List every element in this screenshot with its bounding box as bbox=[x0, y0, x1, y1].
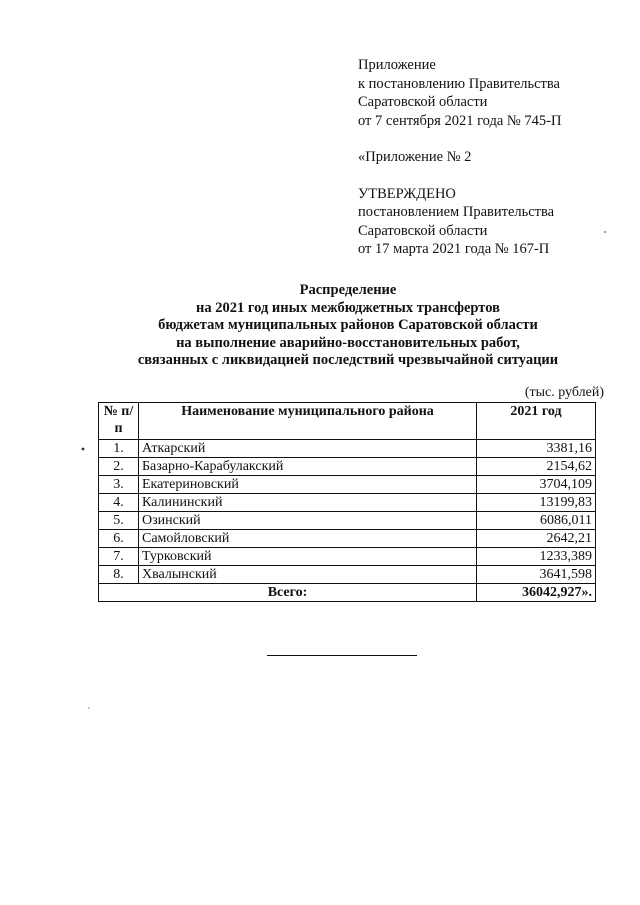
amount-value: 2154,62 bbox=[477, 458, 596, 476]
column-header-name: Наименование муниципального района bbox=[139, 403, 477, 440]
appendix-number: «Приложение № 2 bbox=[358, 149, 472, 165]
row-number: 1. bbox=[99, 440, 139, 458]
amount-value: 2642,21 bbox=[477, 530, 596, 548]
row-number: 6. bbox=[99, 530, 139, 548]
district-name: Турковский bbox=[139, 548, 477, 566]
approved-line: УТВЕРЖДЕНО bbox=[358, 185, 456, 202]
scan-speck bbox=[604, 231, 606, 233]
district-name: Екатериновский bbox=[139, 476, 477, 494]
title-line: бюджетам муниципальных районов Саратовской области bbox=[158, 317, 538, 333]
scan-speck bbox=[88, 707, 89, 708]
title-line: на выполнение аварийно-восстановительных работ, bbox=[176, 334, 520, 351]
title-line: Распределение bbox=[299, 282, 397, 298]
appendix-line: к постановлению Правительства bbox=[358, 75, 560, 92]
amount-value: 1233,389 bbox=[477, 548, 596, 566]
title-line: на 2021 год иных межбюджетных трансфертов bbox=[196, 299, 500, 316]
scan-speck bbox=[82, 448, 85, 451]
row-number: 2. bbox=[99, 458, 139, 476]
column-header-year: 2021 год bbox=[477, 403, 596, 440]
total-label: Всего: bbox=[99, 584, 477, 602]
amount-value: 3641,598 bbox=[477, 566, 596, 584]
approved-line: Саратовской области bbox=[358, 222, 488, 239]
approved-line: от 17 марта 2021 года № 167-П bbox=[358, 241, 550, 257]
amount-value: 3704,109 bbox=[477, 476, 596, 494]
appendix-line: Саратовской области bbox=[358, 94, 488, 110]
district-name: Самойловский bbox=[139, 530, 477, 548]
approved-line: постановлением Правительства bbox=[358, 204, 555, 220]
row-number: 8. bbox=[99, 566, 139, 584]
total-value: 36042,927». bbox=[477, 584, 596, 602]
district-name: Озинский bbox=[139, 512, 477, 530]
row-number: 3. bbox=[99, 476, 139, 494]
appendix-line: Приложение bbox=[358, 57, 436, 73]
row-number: 7. bbox=[99, 548, 139, 566]
title-line: связанных с ликвидацией последствий чрезвычайной ситуации bbox=[137, 352, 559, 368]
district-name: Аткарский bbox=[139, 440, 477, 458]
row-number: 4. bbox=[99, 494, 139, 512]
district-name: Калининский bbox=[139, 494, 477, 512]
units-label: (тыс. рублей) bbox=[524, 385, 604, 400]
row-number: 5. bbox=[99, 512, 139, 530]
district-name: Базарно-Карабулакский bbox=[139, 458, 477, 476]
amount-value: 13199,83 bbox=[477, 494, 596, 512]
appendix-line: от 7 сентября 2021 года № 745-П bbox=[358, 112, 562, 129]
amount-value: 3381,16 bbox=[477, 440, 596, 458]
district-name: Хвалынский bbox=[139, 566, 477, 584]
column-header-number: № п/п bbox=[99, 403, 139, 440]
amount-value: 6086,011 bbox=[477, 512, 596, 530]
